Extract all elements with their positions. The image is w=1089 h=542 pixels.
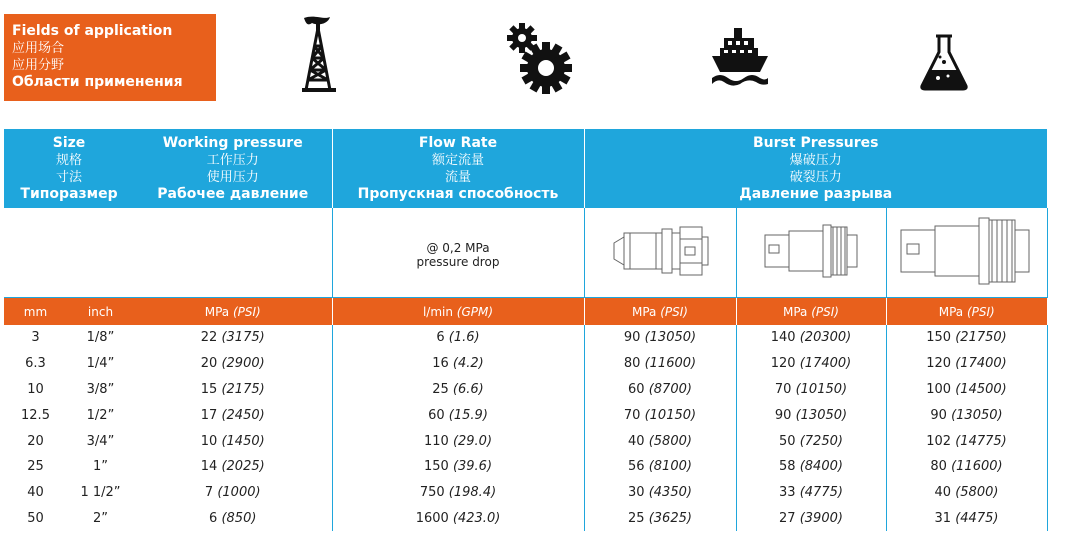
cell-working-pressure: 7 (1000) bbox=[134, 480, 332, 506]
male-coupling-image bbox=[584, 208, 736, 298]
cell-mm: 40 bbox=[27, 485, 44, 501]
cell-inch: 1 1/2” bbox=[80, 485, 121, 501]
table-row bbox=[4, 480, 1047, 506]
blank-cell bbox=[4, 208, 134, 298]
unit-flow-rate: l/min (GPM) bbox=[332, 298, 584, 326]
cell-burst-male: 40 (5800) bbox=[584, 428, 736, 454]
male-coupling-drawing bbox=[610, 221, 710, 281]
cell-working-pressure: 22 (3175) bbox=[134, 325, 332, 351]
lab-flask-icon bbox=[918, 32, 970, 92]
table-row bbox=[4, 351, 1047, 377]
cell-burst-female-large: 150 (21750) bbox=[886, 325, 1047, 351]
gears-icon bbox=[506, 22, 572, 96]
specifications-table bbox=[4, 129, 1048, 531]
female-coupling-drawing bbox=[761, 221, 861, 281]
cell-burst-female-large: 40 (5800) bbox=[886, 480, 1047, 506]
unit-burst-female-large: MPa (PSI) bbox=[886, 298, 1047, 326]
cell-burst-male: 60 (8700) bbox=[584, 377, 736, 403]
cell-mm: 6.3 bbox=[25, 356, 46, 372]
cell-flow-rate: 25 (6.6) bbox=[332, 377, 584, 403]
cell-burst-female-large: 90 (13050) bbox=[886, 402, 1047, 428]
cell-working-pressure: 14 (2025) bbox=[134, 454, 332, 480]
cell-burst-female: 90 (13050) bbox=[736, 402, 886, 428]
cell-burst-female-large: 120 (17400) bbox=[886, 351, 1047, 377]
cell-inch: 1/8” bbox=[86, 330, 115, 346]
cell-inch: 1/2” bbox=[86, 407, 115, 423]
table-row bbox=[4, 506, 1047, 532]
table-row bbox=[4, 325, 1047, 351]
cell-working-pressure: 17 (2450) bbox=[134, 402, 332, 428]
header-size: Size 规格 寸法 Типоразмер bbox=[4, 129, 134, 208]
unit-inch: inch bbox=[67, 298, 134, 326]
cell-burst-female-large: 31 (4475) bbox=[886, 506, 1047, 532]
table-row bbox=[4, 402, 1047, 428]
cell-burst-female: 120 (17400) bbox=[736, 351, 886, 377]
header-flow-rate: Flow Rate 额定流量 流量 Пропускная способность bbox=[332, 129, 584, 208]
cell-burst-female-large: 80 (11600) bbox=[886, 454, 1047, 480]
header-working-pressure: Working pressure 工作压力 使用压力 Рабочее давление bbox=[134, 129, 332, 208]
header-burst-pressures: Burst Pressures 爆破压力 破裂压力 Давление разрыва bbox=[584, 129, 1047, 208]
cell-flow-rate: 150 (39.6) bbox=[332, 454, 584, 480]
pressure-drop-line2: pressure drop bbox=[416, 254, 500, 269]
cell-burst-female: 58 (8400) bbox=[736, 454, 886, 480]
cell-burst-female-large: 102 (14775) bbox=[886, 428, 1047, 454]
cell-flow-rate: 750 (198.4) bbox=[332, 480, 584, 506]
cell-burst-female: 140 (20300) bbox=[736, 325, 886, 351]
cell-working-pressure: 6 (850) bbox=[134, 506, 332, 532]
cell-inch: 1” bbox=[92, 459, 108, 475]
pressure-drop-cell bbox=[332, 208, 584, 298]
cell-inch: 2” bbox=[92, 510, 108, 526]
fields-ru: Области применения bbox=[12, 74, 183, 90]
cell-inch: 3/8” bbox=[86, 381, 115, 397]
pressure-drop-line1: @ 0,2 MPa bbox=[426, 240, 490, 255]
cell-burst-male: 70 (10150) bbox=[584, 402, 736, 428]
table-header-row bbox=[4, 129, 1047, 208]
cell-working-pressure: 15 (2175) bbox=[134, 377, 332, 403]
table-row bbox=[4, 454, 1047, 480]
fields-zh-simplified: 应用场合 bbox=[12, 41, 65, 56]
blank-cell bbox=[134, 208, 332, 298]
unit-working-pressure: MPa (PSI) bbox=[134, 298, 332, 326]
cell-burst-female: 50 (7250) bbox=[736, 428, 886, 454]
cell-mm: 3 bbox=[31, 330, 40, 346]
table-body bbox=[4, 325, 1047, 531]
unit-burst-male: MPa (PSI) bbox=[584, 298, 736, 326]
cell-flow-rate: 16 (4.2) bbox=[332, 351, 584, 377]
unit-mm: mm bbox=[4, 298, 67, 326]
cell-flow-rate: 110 (29.0) bbox=[332, 428, 584, 454]
ship-icon bbox=[710, 26, 770, 86]
units-row bbox=[4, 298, 1047, 326]
cell-mm: 20 bbox=[27, 433, 44, 449]
cell-burst-male: 30 (4350) bbox=[584, 480, 736, 506]
fields-of-application-box bbox=[4, 14, 216, 101]
cell-burst-female: 33 (4775) bbox=[736, 480, 886, 506]
cell-mm: 12.5 bbox=[21, 407, 50, 423]
unit-burst-female: MPa (PSI) bbox=[736, 298, 886, 326]
female-coupling-image bbox=[736, 208, 886, 298]
cell-mm: 25 bbox=[27, 459, 44, 475]
cell-mm: 50 bbox=[27, 510, 44, 526]
cell-burst-male: 56 (8100) bbox=[584, 454, 736, 480]
table-row bbox=[4, 428, 1047, 454]
table-row bbox=[4, 377, 1047, 403]
cell-burst-male: 25 (3625) bbox=[584, 506, 736, 532]
cell-burst-female-large: 100 (14500) bbox=[886, 377, 1047, 403]
image-row bbox=[4, 208, 1047, 298]
cell-burst-female: 27 (3900) bbox=[736, 506, 886, 532]
cell-burst-male: 90 (13050) bbox=[584, 325, 736, 351]
cell-flow-rate: 60 (15.9) bbox=[332, 402, 584, 428]
cell-mm: 10 bbox=[27, 381, 44, 397]
cell-inch: 3/4” bbox=[86, 433, 115, 449]
female-coupling-large-drawing bbox=[897, 216, 1037, 286]
female-coupling-large-image bbox=[886, 208, 1047, 298]
fields-zh-traditional: 应用分野 bbox=[12, 58, 65, 73]
cell-working-pressure: 20 (2900) bbox=[134, 351, 332, 377]
cell-working-pressure: 10 (1450) bbox=[134, 428, 332, 454]
cell-flow-rate: 1600 (423.0) bbox=[332, 506, 584, 532]
cell-inch: 1/4” bbox=[86, 356, 115, 372]
cell-flow-rate: 6 (1.6) bbox=[332, 325, 584, 351]
cell-burst-male: 80 (11600) bbox=[584, 351, 736, 377]
fields-title: Fields of application bbox=[12, 23, 173, 39]
cell-burst-female: 70 (10150) bbox=[736, 377, 886, 403]
oil-derrick-icon bbox=[298, 14, 340, 94]
